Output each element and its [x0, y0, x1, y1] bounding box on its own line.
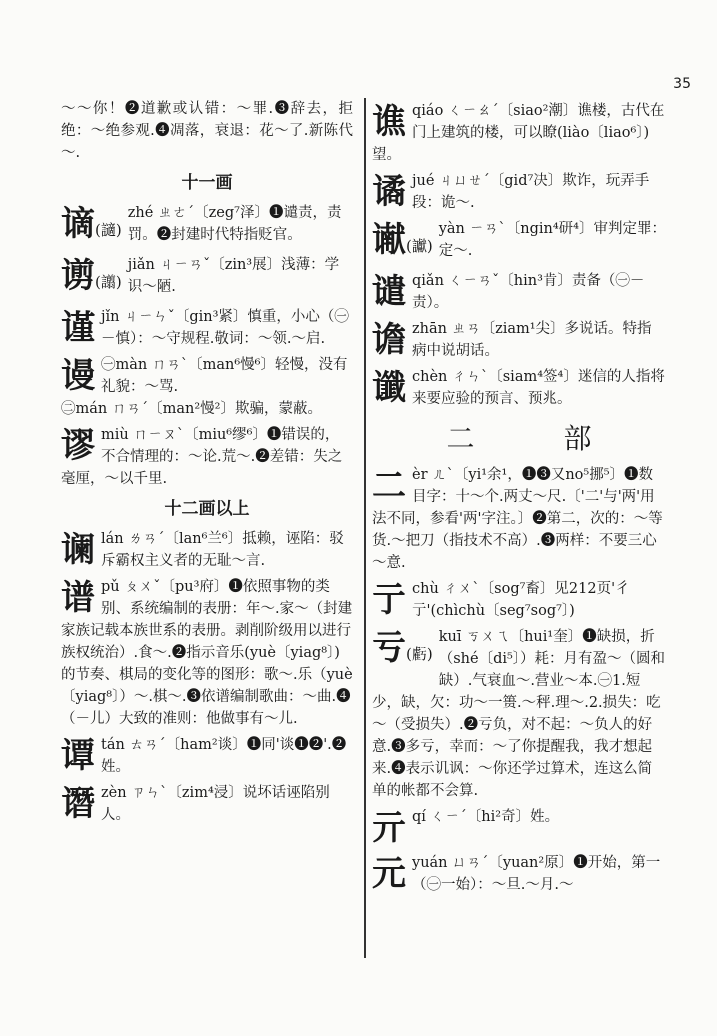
entry-definition: pǔ ㄆㄨˇ〔pu³府〕❶依照事物的类别、系统编制的表册：年～.家～（封建家族记载本族世系的表册。剥削阶级用以进行族权统治）.食～.❷指示音乐(yuè〔yiag⁸〕)的节奏、棋局的变化等的图形：歌～.乐（yuè〔yiag⁸〕）～.棋～.❸依谱编制歌曲：～曲.❹（－儿）大致的准则：他做事有～儿. [61, 579, 353, 727]
entry-definition: chèn ㄔㄣˋ〔siam⁴签⁴〕迷信的人指将来要应验的预言、预兆。 [412, 369, 665, 407]
headword: 谩 [61, 356, 95, 396]
traditional-form: (譾) [95, 273, 122, 291]
headword: 谮 [61, 784, 95, 824]
dictionary-entry [61, 782, 353, 826]
dictionary-entry [372, 578, 666, 622]
entry-definition: qiáo ㄑㄧㄠˊ〔siao²潮〕谯楼，古代在门上建筑的楼，可以瞭(liào〔liao⁶〕)望。 [372, 103, 665, 163]
headword: 谫(譾) [61, 256, 122, 296]
traditional-form: (讁) [95, 221, 122, 239]
headword: 谪(讁) [61, 204, 122, 244]
entry-definition: qiǎn ㄑㄧㄢˇ〔hin³肯〕责备（㊀－责）。 [412, 273, 645, 311]
headword: 二 [372, 466, 406, 506]
dictionary-entry [61, 306, 353, 350]
dictionary-entry [61, 354, 353, 420]
continued-entry-text: ～～你！❷道歉或认错：～罪.❸辞去，拒绝：～绝参观.❹凋落，衰退：花～了.新陈代～. [61, 101, 353, 161]
dictionary-entry [372, 170, 666, 214]
entry-definition: miù ㄇㄧㄡˋ〔miu⁶缪⁶〕❶错误的，不合情理的：～论.荒～.❷差错：失之毫厘，～以千里. [61, 427, 343, 487]
traditional-form: (虧) [406, 645, 433, 663]
headword: 谶 [372, 368, 406, 408]
column-divider [364, 98, 366, 958]
dictionary-entry [372, 464, 666, 574]
headword: 谰 [61, 530, 95, 570]
right-column [372, 98, 666, 900]
dictionary-entry [61, 576, 353, 730]
dictionary-entry [372, 852, 666, 896]
headword: 亓 [372, 808, 406, 848]
headword: 亍 [372, 580, 406, 620]
headword: 谵 [372, 320, 406, 360]
headword: 谲 [372, 172, 406, 212]
section-heading-twelve-plus: 十二画以上 [164, 499, 250, 519]
entry-definition: lán ㄌㄢˊ〔lan⁶兰⁶〕抵赖，诬陷：驳斥霸权主义者的无耻～言. [101, 531, 344, 569]
dictionary-entry [372, 626, 666, 802]
entry-definition: tán ㄊㄢˊ〔ham²谈〕❶同'谈❶❷'.❷姓。 [101, 737, 347, 775]
dictionary-entry [372, 806, 666, 848]
entry-list-radical-er [372, 464, 666, 896]
headword: 亏(虧) [372, 628, 433, 668]
entry-list-twelve-plus [61, 528, 353, 826]
dictionary-entry [61, 734, 353, 778]
dictionary-entry [61, 528, 353, 572]
entry-definition: ㊀màn ㄇㄢˋ〔man⁶慢⁶〕轻慢，没有礼貌：～骂. ㊁mán ㄇㄢˊ〔man²慢²〕欺骗，蒙蔽。 [61, 357, 348, 417]
entry-definition: kuī ㄎㄨㄟ〔hui¹奎〕❶缺损，折（shé〔di⁵〕）耗：月有盈～（圆和缺）.气衰血～.营业～本.㊀1.短少，缺，欠：功～一篑.～秤.理～.2.损失：吃～（受损失）.❷亏负，对不起：～负人的好意.❸多亏，幸而：～了你提醒我，我才想起来.❹表示讥讽：～你还学过算术，连这么简单的帐都不会算. [372, 629, 666, 799]
dictionary-entry [61, 424, 353, 490]
dictionary-entry [372, 218, 666, 266]
headword: 谭 [61, 736, 95, 776]
entry-definition: qí ㄑㄧˊ〔hi²奇〕姓。 [412, 809, 560, 825]
dictionary-entry [61, 254, 353, 302]
entry-definition: jǐn ㄐㄧㄣˇ〔gin³紧〕慎重，小心（㊀－慎）：～守规程.敬词：～领.～启. [101, 309, 349, 347]
entry-definition: yàn ㄧㄢˋ〔ngin⁴研⁴〕审判定罪：定～. [438, 221, 666, 259]
entry-definition: èr ㄦˋ〔yi¹余¹，❶❸又no⁵挪⁵〕❶数目字：十～个.两丈～尺.〔'二'与'两'用法不同，参看'两'字注。〕❷第二，次的：～等货.～把刀（指技术不高）.❸两样：不要三心～意. [372, 467, 663, 571]
headword: 谬 [61, 426, 95, 466]
entry-definition: zèn ㄗㄣˋ〔zim⁴浸〕说坏话诬陷别人。 [101, 785, 330, 823]
headword: 谳(讞) [372, 220, 433, 260]
headword: 元 [372, 854, 406, 894]
dictionary-entry [372, 270, 666, 314]
headword: 谱 [61, 578, 95, 618]
dictionary-entry [372, 318, 666, 362]
headword: 谯 [372, 102, 406, 142]
entry-definition: yuán ㄩㄢˊ〔yuan²原〕❶开始，第一（㊀一始）：～旦.～月.～ [412, 855, 661, 893]
section-heading-eleven-strokes: 十一画 [181, 173, 233, 193]
dictionary-entry [61, 202, 353, 250]
entry-list-continued [372, 100, 666, 410]
section-heading-radical-er: 二 部 [446, 422, 632, 455]
dictionary-entry [372, 366, 666, 410]
headword: 谴 [372, 272, 406, 312]
entry-definition: zhé ㄓㄜˊ〔zeg⁷泽〕❶谴责，责罚。❷封建时代特指贬官。 [127, 205, 342, 243]
headword: 谨 [61, 308, 95, 348]
dictionary-entry [372, 100, 666, 166]
entry-definition: jiǎn ㄐㄧㄢˇ〔zin³展〕浅薄：学识～陋. [127, 257, 340, 295]
entry-definition: chù ㄔㄨˋ〔sog⁷畜〕见212页'彳亍'(chìchù〔seg⁷sog⁷〕) [412, 581, 630, 619]
page-number: 35 [673, 76, 691, 92]
entry-definition: jué ㄐㄩㄝˊ〔gid⁷决〕欺诈，玩弄手段：诡～. [412, 173, 650, 211]
entry-definition: zhān ㄓㄢ〔ziam¹尖〕多说话。特指病中说胡话。 [412, 321, 652, 359]
entry-list-eleven-strokes [61, 202, 353, 490]
left-column [61, 98, 353, 830]
traditional-form: (讞) [406, 237, 433, 255]
